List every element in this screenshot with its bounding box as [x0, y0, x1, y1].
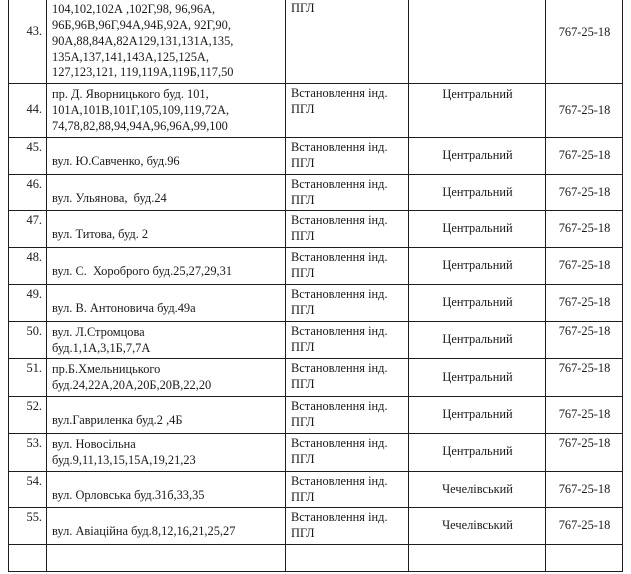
- table-row: [9, 0, 623, 84]
- work-type-line: Встановлення інд.: [291, 510, 388, 525]
- table-row: [9, 248, 623, 285]
- table-row: [9, 174, 623, 211]
- address-line: вул. Новосільна: [52, 436, 136, 451]
- row-district: Центральний: [409, 284, 546, 321]
- row-phone: 767-25-18: [546, 174, 623, 211]
- work-type-line: ПГЛ: [291, 451, 315, 466]
- row-phone: 767-25-18: [546, 397, 623, 434]
- address-line: 135А,137,141,143А,125,125А,: [52, 49, 209, 64]
- address-line: 101А,101В,101Г,105,109,119,72А,: [52, 103, 230, 118]
- address-line: вул. Ю.Савченко, буд.96: [52, 153, 180, 168]
- row-number: 53.: [9, 433, 47, 471]
- row-phone: 767-25-18: [546, 359, 623, 397]
- row-work-type: [286, 284, 409, 321]
- row-phone: 767-25-18: [546, 433, 623, 471]
- address-line: 74,78,82,88,94,94А,96,96А,99,100: [52, 119, 228, 133]
- table-body: [9, 0, 623, 572]
- work-type-line: ПГЛ: [291, 102, 315, 117]
- work-type-line: Встановлення інд.: [291, 286, 388, 301]
- row-district: Чечелівський: [409, 471, 546, 508]
- row-work-type: [286, 211, 409, 248]
- page-margin-left: [0, 0, 8, 574]
- row-work-type: [286, 397, 409, 434]
- address-line: вул. Ульянова, буд.24: [52, 190, 167, 205]
- work-type-line: ПГЛ: [291, 0, 315, 15]
- table-row: [9, 508, 623, 545]
- work-type-line: ПГЛ: [291, 229, 315, 244]
- address-line: 127,123,121, 119,119А,119Б,117,50: [52, 65, 234, 80]
- work-type-line: ПГЛ: [291, 266, 315, 280]
- page-margin-right: [623, 0, 631, 574]
- partial-cell: [286, 545, 409, 572]
- row-work-type: [286, 0, 409, 84]
- table-row: [9, 284, 623, 321]
- row-work-type: [286, 84, 409, 138]
- work-type-line: ПГЛ: [291, 339, 315, 354]
- row-address: [47, 174, 286, 211]
- table-row: [9, 471, 623, 508]
- table-row: [9, 359, 623, 397]
- address-line: буд.9,11,13,15,15А,19,21,23: [52, 452, 196, 467]
- row-number: 44.: [9, 84, 47, 138]
- works-schedule-table: [8, 0, 623, 572]
- row-number: 48.: [9, 248, 47, 285]
- row-work-type: [286, 471, 409, 508]
- row-address: [47, 284, 286, 321]
- address-line: 104,102,102А ,102Г,98, 96,96А,: [52, 1, 216, 16]
- partial-cell: [546, 545, 623, 572]
- row-work-type: [286, 359, 409, 397]
- row-work-type: [286, 321, 409, 359]
- row-number: 52.: [9, 397, 47, 434]
- work-type-line: Встановлення інд.: [291, 139, 388, 154]
- row-district: Центральний: [409, 397, 546, 434]
- address-line: вул. Орловська буд.31б,33,35: [52, 487, 205, 502]
- row-work-type: [286, 174, 409, 211]
- row-work-type: [286, 433, 409, 471]
- row-district: Центральний: [409, 137, 546, 174]
- row-number: 50.: [9, 321, 47, 359]
- work-type-line: Встановлення інд.: [291, 399, 388, 414]
- row-phone: 767-25-18: [546, 248, 623, 285]
- row-address: [47, 433, 286, 471]
- row-phone: 767-25-18: [546, 0, 623, 84]
- work-type-line: Встановлення інд.: [291, 323, 388, 338]
- row-phone: 767-25-18: [546, 84, 623, 138]
- row-phone: 767-25-18: [546, 284, 623, 321]
- address-line: вул. Авіаційна буд.8,12,16,21,25,27: [52, 524, 236, 539]
- row-district: Центральний: [409, 248, 546, 285]
- work-type-line: ПГЛ: [291, 192, 315, 207]
- table-viewport: [8, 0, 623, 574]
- row-number: 46.: [9, 174, 47, 211]
- table-row: [9, 321, 623, 359]
- row-work-type: [286, 248, 409, 285]
- row-district: Центральний: [409, 359, 546, 397]
- table-row: [9, 84, 623, 138]
- row-phone: 767-25-18: [546, 508, 623, 545]
- work-type-line: Встановлення інд.: [291, 473, 388, 488]
- partial-cell: [9, 545, 47, 572]
- row-address: [47, 248, 286, 285]
- work-type-line: Встановлення інд.: [291, 86, 388, 101]
- address-line: вул.Гавриленка буд.2 ,4Б: [52, 413, 183, 427]
- row-address: [47, 0, 286, 84]
- table-row: [9, 137, 623, 174]
- address-line: вул. Титова, буд. 2: [52, 227, 149, 242]
- row-address: [47, 471, 286, 508]
- table-row: [9, 211, 623, 248]
- work-type-line: ПГЛ: [291, 526, 315, 541]
- row-number: 45.: [9, 137, 47, 174]
- work-type-line: ПГЛ: [291, 489, 315, 504]
- work-type-line: ПГЛ: [291, 155, 315, 170]
- row-address: [47, 84, 286, 138]
- row-number: 55.: [9, 508, 47, 545]
- partial-cell: [47, 545, 286, 572]
- row-address: [47, 211, 286, 248]
- row-district: Чечелівський: [409, 508, 546, 545]
- row-phone: 767-25-18: [546, 137, 623, 174]
- table-row-partial: [9, 545, 623, 572]
- address-line: буд.1,1А,3,1Б,7,7А: [52, 340, 151, 355]
- address-line: 96Б,96В,96Г,94А,94Б,92А, 92Г,90,: [52, 17, 231, 32]
- row-district: Центральний: [409, 84, 546, 138]
- row-district: [409, 0, 546, 84]
- work-type-line: ПГЛ: [291, 415, 315, 429]
- address-line: буд.24,22А,20А,20Б,20В,22,20: [52, 378, 212, 393]
- address-line: 90А,88,84А,82А129,131,131А,135,: [52, 33, 234, 48]
- row-work-type: [286, 508, 409, 545]
- row-phone: 767-25-18: [546, 321, 623, 359]
- work-type-line: Встановлення інд.: [291, 176, 388, 191]
- row-phone: 767-25-18: [546, 211, 623, 248]
- address-line: вул. В. Антоновича буд.49а: [52, 300, 196, 315]
- table-row: [9, 397, 623, 434]
- address-line: вул. Л.Стромцова: [52, 324, 145, 339]
- work-type-line: Встановлення інд.: [291, 435, 388, 450]
- work-type-line: Встановлення інд.: [291, 250, 388, 265]
- row-number: 51.: [9, 359, 47, 397]
- work-type-line: Встановлення інд.: [291, 361, 388, 376]
- row-district: Центральний: [409, 433, 546, 471]
- row-number: 43.: [9, 0, 47, 84]
- partial-cell: [409, 545, 546, 572]
- row-district: Центральний: [409, 321, 546, 359]
- work-type-line: Встановлення інд.: [291, 213, 388, 228]
- row-number: 54.: [9, 471, 47, 508]
- address-line: пр.Б.Хмельницького: [52, 362, 161, 377]
- row-number: 47.: [9, 211, 47, 248]
- table-row: [9, 433, 623, 471]
- row-work-type: [286, 137, 409, 174]
- row-address: [47, 397, 286, 434]
- address-line: пр. Д. Яворницького буд. 101,: [52, 87, 209, 102]
- address-line: вул. С. Хороброго буд.25,27,29,31: [52, 264, 233, 278]
- row-phone: 767-25-18: [546, 471, 623, 508]
- row-address: [47, 321, 286, 359]
- row-address: [47, 508, 286, 545]
- row-district: Центральний: [409, 174, 546, 211]
- work-type-line: ПГЛ: [291, 377, 315, 392]
- row-address: [47, 359, 286, 397]
- row-number: 49.: [9, 284, 47, 321]
- row-district: Центральний: [409, 211, 546, 248]
- work-type-line: ПГЛ: [291, 302, 315, 317]
- row-address: [47, 137, 286, 174]
